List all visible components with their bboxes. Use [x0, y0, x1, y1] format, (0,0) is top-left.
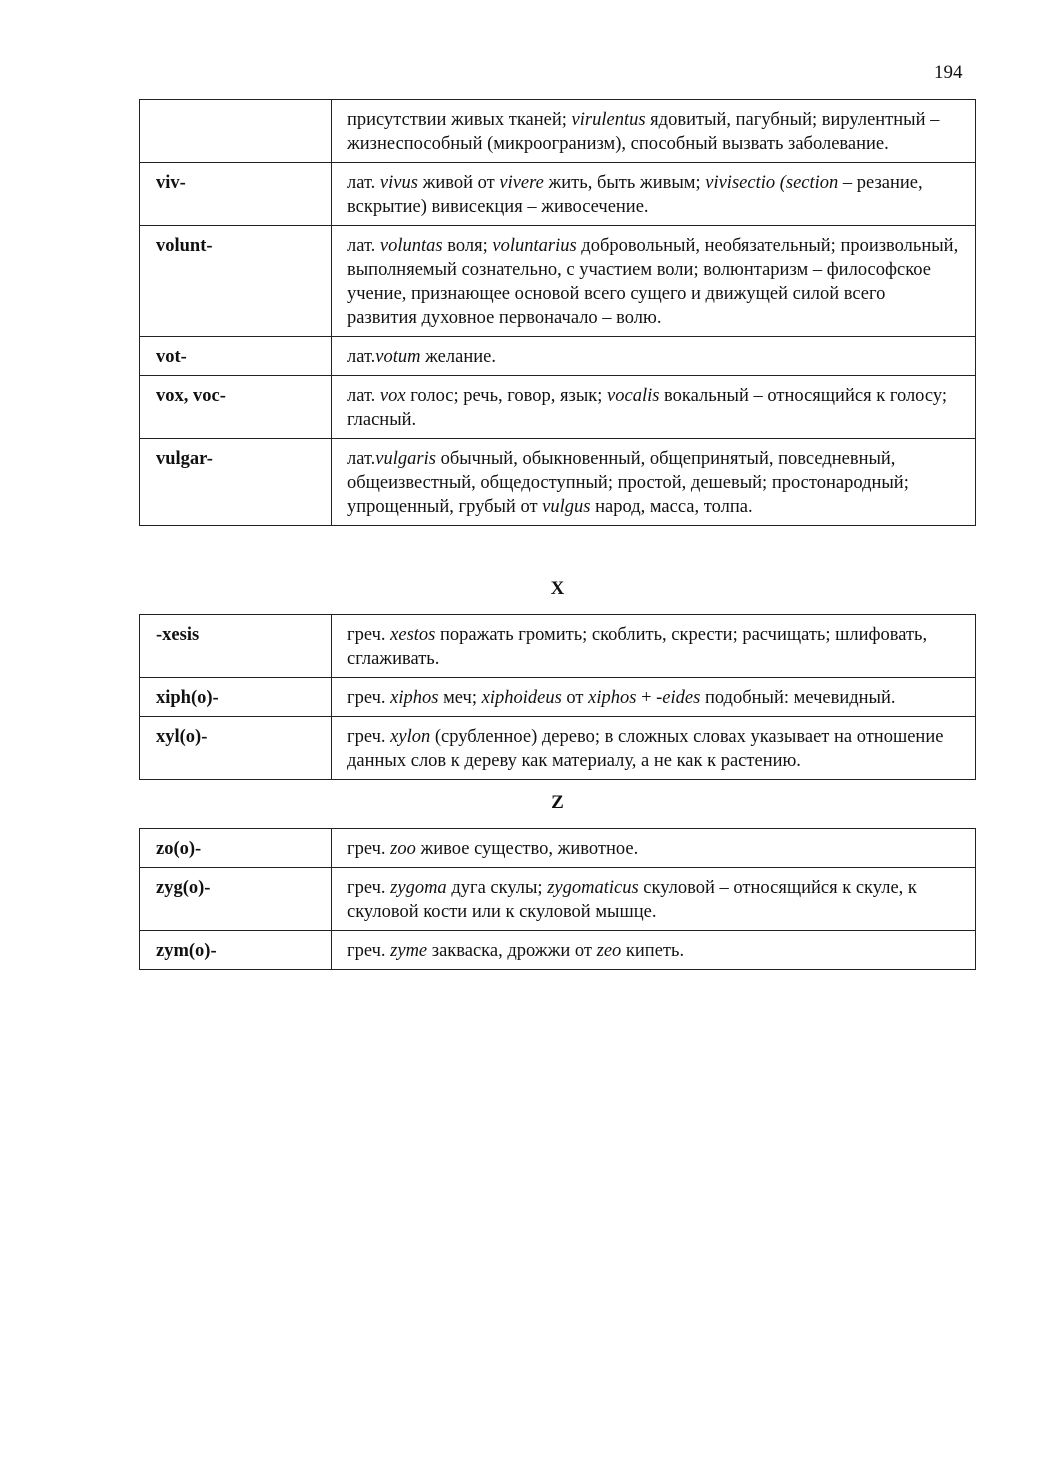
definition-term-italic: vulgus [542, 497, 591, 517]
definition-term-italic: vivisectio (section [705, 173, 839, 193]
table-row [140, 376, 976, 439]
definition-cell [332, 829, 976, 868]
table-row [140, 100, 976, 163]
definition-text: греч. [347, 878, 391, 898]
definition-text: от [561, 688, 589, 708]
definition-text: лат. [347, 173, 380, 193]
table-row [140, 439, 976, 526]
definition-text: лат. [347, 347, 376, 367]
definition-term-italic: zygoma [390, 878, 447, 898]
definition-term-italic: vivere [499, 173, 544, 193]
term-cell [140, 100, 332, 163]
section-heading-z: Z [551, 792, 564, 813]
definition-term-italic: xylon [390, 727, 431, 747]
definition-text: греч. [347, 625, 391, 645]
table-row [140, 337, 976, 376]
definition-text: (срубленное) дерево; в сложных словах указывает на отношение данных слов к дереву как материалу, а не как к растению. [347, 727, 944, 771]
definition-text: закваска, дрожжи от [427, 941, 597, 961]
table-row [140, 163, 976, 226]
glossary-table-v [139, 99, 976, 526]
definition-text: кипеть. [621, 941, 685, 961]
definition-text: живой от [417, 173, 500, 193]
table-row [140, 226, 976, 337]
definition-text: подобный: мечевидный. [700, 688, 896, 708]
term-cell: zo(o)- [140, 829, 332, 868]
definition-term-italic: xiphoideus [481, 688, 562, 708]
definition-text: вокальный – относящийся к голосу; гласный. [347, 386, 948, 430]
definition-text: греч. [347, 688, 391, 708]
glossary-table-x [139, 614, 976, 780]
section-heading-x: X [550, 578, 565, 599]
table-row [140, 717, 976, 780]
definition-term-italic: xiphos [390, 688, 439, 708]
definition-text: живое существо, животное. [415, 839, 639, 859]
term-cell: zym(o)- [140, 931, 332, 970]
term-cell: volunt- [140, 226, 332, 337]
table-row [140, 678, 976, 717]
definition-term-italic: vulgaris [375, 449, 436, 469]
definition-text: ядовитый, пагубный; вирулентный – жизнеспособный (микроогранизм), способный вызвать заболевание. [347, 110, 940, 154]
definition-term-italic: votum [375, 347, 421, 367]
definition-text: поражать громить; скоблить, скрести; расчищать; шлифовать, сглаживать. [347, 625, 928, 669]
definition-text: меч; [438, 688, 482, 708]
term-cell: zyg(o)- [140, 868, 332, 931]
definition-cell [332, 337, 976, 376]
definition-cell [332, 376, 976, 439]
definition-text: воля; [442, 236, 493, 256]
definition-term-italic: voluntarius [492, 236, 577, 256]
definition-term-italic: zoo [390, 839, 416, 859]
definition-cell [332, 163, 976, 226]
definition-cell [332, 439, 976, 526]
definition-text: дуга скулы; [446, 878, 548, 898]
definition-term-italic: xestos [390, 625, 436, 645]
definition-term-italic: virulentus [571, 110, 646, 130]
term-cell: -xesis [140, 615, 332, 678]
definition-term-italic: zygomaticus [547, 878, 639, 898]
definition-text: греч. [347, 941, 391, 961]
definition-term-italic: vocalis [607, 386, 660, 406]
definition-cell [332, 931, 976, 970]
definition-cell [332, 717, 976, 780]
definition-cell [332, 615, 976, 678]
definition-cell [332, 100, 976, 163]
table-row [140, 931, 976, 970]
definition-text: голос; речь, говор, язык; [405, 386, 608, 406]
table-row [140, 868, 976, 931]
table-row [140, 829, 976, 868]
definition-text: обычный, обыкновенный, общепринятый, повседневный, общеизвестный, общедоступный; простой, дешевый; простонародный; упрощенный, грубый от [347, 449, 909, 517]
definition-text: скуловой – относящийся к скуле, к скуловой кости или к скуловой мышце. [347, 878, 917, 922]
definition-text: лат. [347, 386, 380, 406]
definition-term-italic: zeo [596, 941, 622, 961]
term-cell: vot- [140, 337, 332, 376]
definition-term-italic: vox [379, 386, 406, 406]
table-row [140, 615, 976, 678]
definition-term-italic: voluntas [379, 236, 443, 256]
definition-term-italic: -eides [656, 688, 701, 708]
definition-text: лат. [347, 449, 376, 469]
definition-cell [332, 868, 976, 931]
definition-term-italic: vivus [379, 173, 418, 193]
definition-text: греч. [347, 839, 391, 859]
page-number: 194 [934, 62, 963, 83]
definition-text: присутствии живых тканей; [347, 110, 572, 130]
definition-text: жить, быть живым; [543, 173, 706, 193]
term-cell: vox, voc- [140, 376, 332, 439]
definition-text: народ, масса, толпа. [590, 497, 753, 517]
definition-term-italic: xiphos [588, 688, 637, 708]
term-cell: viv- [140, 163, 332, 226]
definition-term-italic: zyme [390, 941, 428, 961]
term-cell: xyl(o)- [140, 717, 332, 780]
definition-text: греч. [347, 727, 391, 747]
definition-text: желание. [420, 347, 496, 367]
definition-cell [332, 226, 976, 337]
definition-text: добровольный, необязательный; произвольный, выполняемый сознательно, с участием воли; волюнтаризм – философское учение, признающее основой всего сущего и движущей силой всего развития духовное первоначало – волю. [347, 236, 959, 328]
glossary-table-z [139, 828, 976, 970]
term-cell: xiph(o)- [140, 678, 332, 717]
definition-text: + [636, 688, 657, 708]
definition-text: – резание, вскрытие) вивисекция – живосечение. [347, 173, 923, 217]
term-cell: vulgar- [140, 439, 332, 526]
definition-cell [332, 678, 976, 717]
definition-text: лат. [347, 236, 380, 256]
